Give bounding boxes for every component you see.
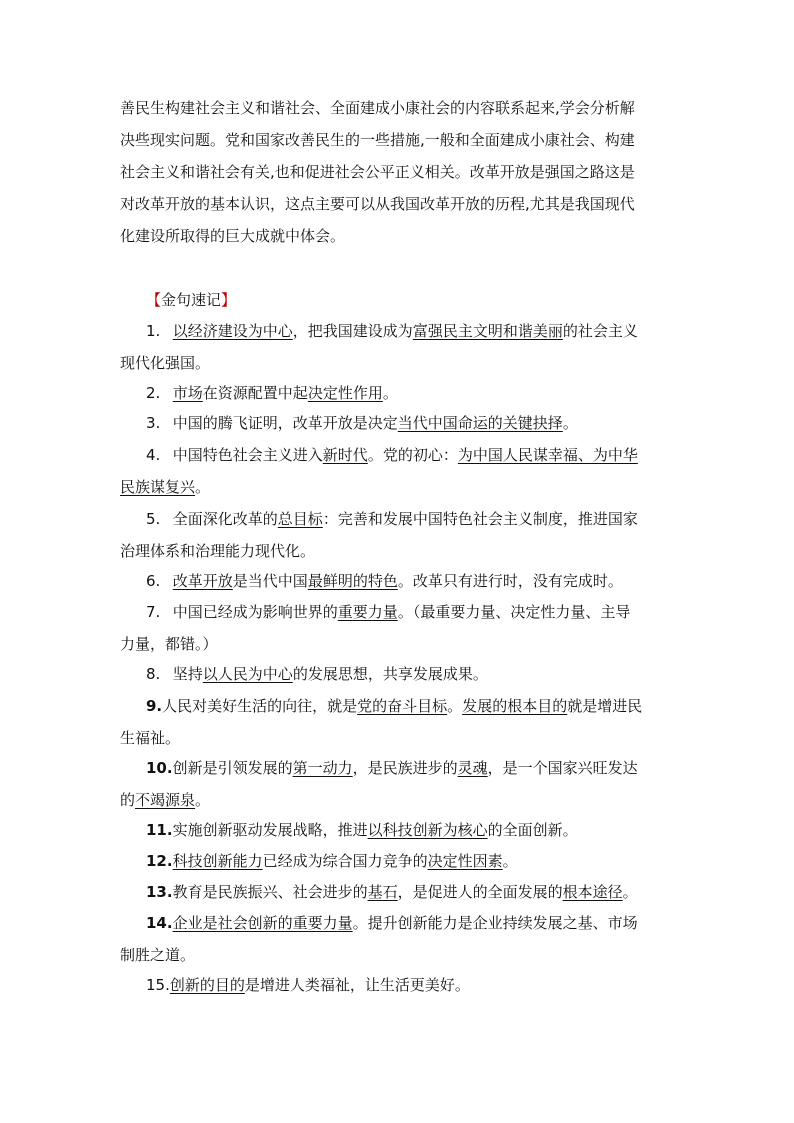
item-text: 。: [622, 883, 638, 901]
list-item-9: [146, 696, 642, 716]
list-item-15: [146, 975, 470, 995]
item-text: 。（最重要力量、决定性力量、主导: [397, 603, 631, 621]
list-item-1-cont: 现代化强国。: [120, 354, 211, 372]
intro-line-2: 决些现实问题。党和国家改善民生的一些措施,一般和全面建成小康社会、构建: [120, 131, 635, 149]
item-number: 4.: [146, 446, 161, 464]
item-text: 决定性因素: [427, 852, 503, 870]
list-item-4-cont: [120, 477, 210, 497]
item-number: 5.: [146, 510, 161, 528]
section-heading: [146, 290, 236, 310]
list-item-9-cont: 生福祉。: [120, 729, 181, 747]
item-text: 以人民为中心: [202, 665, 293, 683]
item-text: 。: [502, 852, 518, 870]
item-text: 重要力量: [337, 603, 398, 621]
item-text: ，是促进人的全面发展的: [397, 883, 563, 901]
item-number: 8.: [146, 665, 161, 683]
item-number: 1.: [146, 322, 161, 340]
intro-line-3: 社会主义和谐社会有关,也和促进社会公平正义相关。改革开放是强国之路这是: [120, 163, 635, 181]
item-number: 10.: [146, 759, 173, 777]
item-number: 2.: [146, 384, 161, 402]
list-item-14: [146, 913, 638, 933]
item-number: 6.: [146, 572, 161, 590]
item-number: 12.: [146, 852, 173, 870]
item-text: 是当代中国: [232, 572, 308, 590]
item-text: 教育是民族振兴、社会进步的: [172, 883, 368, 901]
list-item-2: [146, 383, 398, 403]
item-text: 。: [447, 697, 463, 715]
item-number: 7.: [146, 603, 161, 621]
item-text: 当代中国命运的关键抉择: [397, 414, 563, 432]
item-text: 实施创新驱动发展战略，推进: [172, 821, 368, 839]
item-text: 创新的目的: [169, 976, 245, 994]
item-text: ，把我国建设成为: [292, 322, 413, 340]
item-text: 的发展思想，共享发展成果。: [292, 665, 488, 683]
item-text: 中国特色社会主义进入: [172, 446, 323, 464]
item-text: 的: [120, 791, 136, 809]
item-text: 第一动力: [292, 759, 353, 777]
intro-line-1: 善民生构建社会主义和谐社会、全面建成小康社会的内容联系起来,学会分析解: [120, 99, 635, 117]
item-text: 的全面创新。: [487, 821, 578, 839]
item-text: 。改革只有进行时，没有完成时。: [397, 572, 623, 590]
item-text: 企业是社会创新的重要力量: [172, 914, 353, 932]
item-text: 。: [195, 478, 211, 496]
item-text: 。: [195, 791, 211, 809]
item-text: ，是一个国家兴旺发达: [487, 759, 638, 777]
item-text: 人民对美好生活的向往，就是: [162, 697, 358, 715]
list-item-10-cont: [120, 790, 210, 810]
item-number: 14.: [146, 914, 173, 932]
item-number: 15.: [146, 976, 170, 994]
item-text: 不竭源泉: [135, 791, 196, 809]
item-text: 民族谋复兴: [120, 478, 196, 496]
item-text: 在资源配置中起: [202, 384, 308, 402]
section-bracket-close: 】: [221, 291, 237, 309]
item-text: 改革开放: [172, 572, 233, 590]
section-bracket-open: 【: [146, 291, 162, 309]
item-text: 以经济建设为中心: [172, 322, 293, 340]
item-number: 13.: [146, 883, 173, 901]
item-text: 已经成为综合国力竞争的: [262, 852, 428, 870]
item-number: 3.: [146, 414, 161, 432]
item-text: 市场: [172, 384, 203, 402]
item-text: 是增进人类福祉，让生活更美好。: [244, 976, 470, 994]
list-item-14-cont: 制胜之道。: [120, 946, 196, 964]
list-item-5: [146, 509, 638, 529]
item-text: 创新是引领发展的: [172, 759, 293, 777]
item-text: 。党的初心：: [367, 446, 458, 464]
intro-line-5: 化建设所取得的巨大成就中体会。: [120, 227, 346, 245]
item-number: 11.: [146, 821, 173, 839]
item-text: 就是增进民: [567, 697, 643, 715]
item-text: 新时代: [322, 446, 368, 464]
section-title: 金句速记: [161, 291, 222, 309]
item-text: 中国已经成为影响世界的: [172, 603, 338, 621]
item-text: 。: [562, 414, 578, 432]
item-text: 为中国人民谋幸福、为中华: [457, 446, 638, 464]
item-text: 富强民主文明和谐美丽: [412, 322, 563, 340]
list-item-1: [146, 321, 638, 341]
list-item-12: [146, 851, 518, 871]
list-item-6: [146, 571, 623, 591]
item-text: 基石: [367, 883, 398, 901]
item-text: 。提升创新能力是企业持续发展之基、市场: [352, 914, 638, 932]
item-text: ，是民族进步的: [352, 759, 458, 777]
list-item-5-cont: 治理体系和治理能力现代化。: [120, 542, 316, 560]
item-text: 科技创新能力: [172, 852, 263, 870]
item-text: 决定性作用: [307, 384, 383, 402]
list-item-13: [146, 882, 638, 902]
item-text: 发展的根本目的: [462, 697, 568, 715]
item-text: 灵魂: [457, 759, 488, 777]
item-text: 党的奋斗目标: [357, 697, 448, 715]
item-text: ：完善和发展中国特色社会主义制度，推进国家: [322, 510, 638, 528]
item-text: 全面深化改革的: [172, 510, 278, 528]
item-text: 最鲜明的特色: [307, 572, 398, 590]
item-text: 的社会主义: [562, 322, 638, 340]
item-text: 。: [382, 384, 398, 402]
list-item-10: [146, 758, 638, 778]
list-item-4: [146, 445, 638, 465]
list-item-8: [146, 664, 488, 684]
list-item-3: [146, 413, 578, 433]
item-text: 中国的腾飞证明，改革开放是决定: [172, 414, 398, 432]
item-text: 以科技创新为核心: [367, 821, 488, 839]
item-text: 总目标: [277, 510, 323, 528]
list-item-7: [146, 602, 630, 622]
item-text: 坚持: [172, 665, 203, 683]
intro-line-4: 对改革开放的基本认识，这点主要可以从我国改革开放的历程,尤其是我国现代: [120, 195, 635, 213]
list-item-7-cont: 力量，都错。）: [120, 635, 218, 653]
item-text: 根本途径: [562, 883, 623, 901]
list-item-11: [146, 820, 578, 840]
item-number: 9.: [146, 697, 163, 715]
